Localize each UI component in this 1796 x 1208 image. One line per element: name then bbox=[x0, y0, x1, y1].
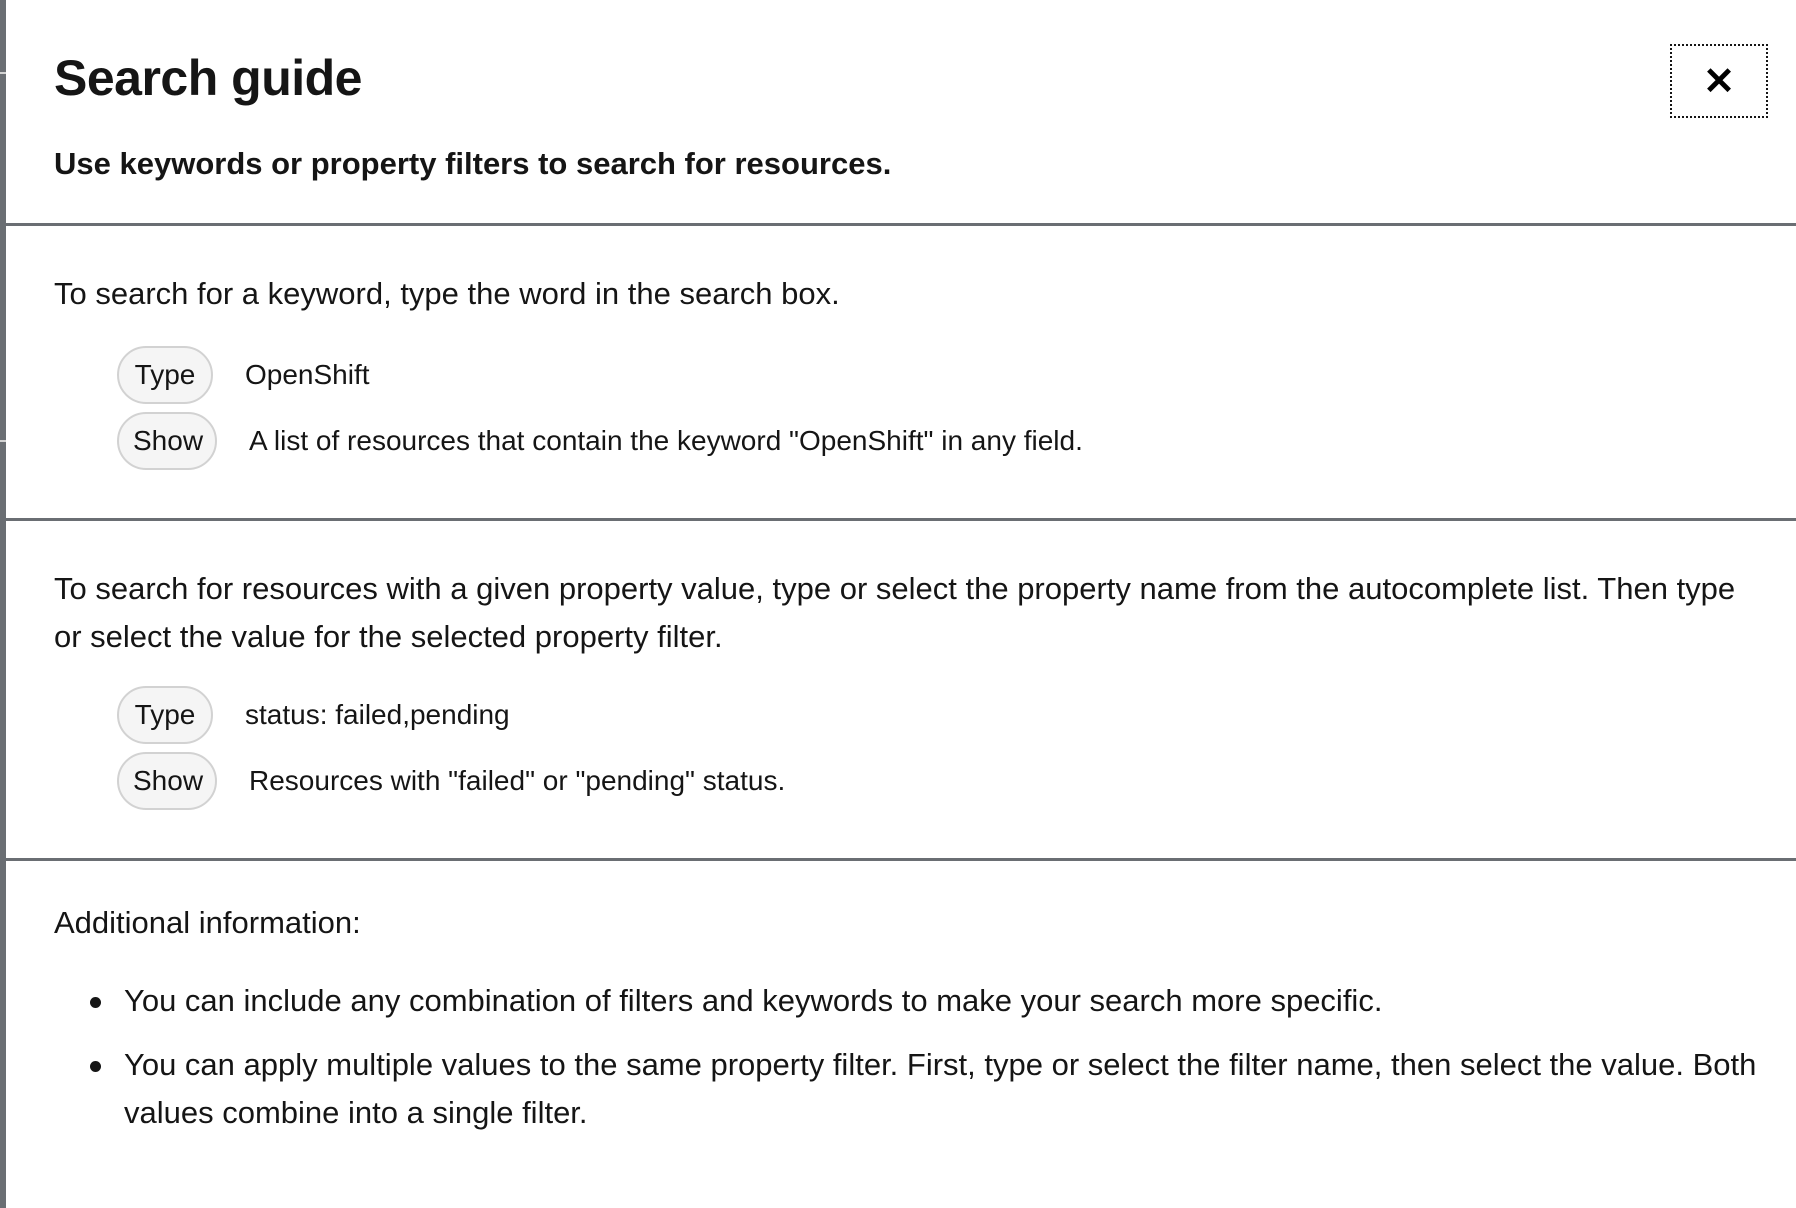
property-search-section bbox=[6, 521, 1796, 861]
show-chip: Show bbox=[117, 412, 217, 470]
example-row-show bbox=[117, 412, 1083, 470]
list-item-text: You can apply multiple values to the same property filter. First, type or select the filter name, then select the value. Both values combine into a single filter. bbox=[124, 1047, 1757, 1130]
info-list bbox=[54, 977, 1774, 1153]
example-row-type bbox=[117, 686, 510, 744]
close-icon: ✕ bbox=[1703, 60, 1735, 103]
example-query: status: failed,pending bbox=[245, 699, 510, 730]
panel-title: Search guide bbox=[54, 50, 362, 106]
section-description: To search for a keyword, type the word in the search box. bbox=[54, 276, 840, 311]
panel-subtitle: Use keywords or property filters to search for resources. bbox=[54, 146, 892, 181]
example-query: OpenShift bbox=[245, 359, 370, 390]
example-result: Resources with "failed" or "pending" status. bbox=[249, 765, 786, 796]
list-item bbox=[54, 1041, 1774, 1137]
type-chip: Type bbox=[117, 346, 213, 404]
section-description: To search for resources with a given property value, type or select the property name from the autocomplete list. Then type or select the value for the selected property filter. bbox=[54, 571, 1736, 654]
example-result: A list of resources that contain the keyword "OpenShift" in any field. bbox=[249, 425, 1083, 456]
bullet-icon bbox=[90, 997, 101, 1008]
keyword-search-section bbox=[6, 226, 1796, 521]
panel-header bbox=[6, 0, 1796, 226]
type-chip: Type bbox=[117, 686, 213, 744]
list-item bbox=[54, 977, 1774, 1025]
search-guide-panel bbox=[6, 0, 1796, 1208]
close-button[interactable] bbox=[1670, 44, 1768, 118]
additional-info-section bbox=[6, 861, 1796, 1208]
list-item-text: You can include any combination of filters and keywords to make your search more specific. bbox=[124, 983, 1383, 1018]
show-chip: Show bbox=[117, 752, 217, 810]
bullet-icon bbox=[90, 1061, 101, 1072]
example-row-type bbox=[117, 346, 370, 404]
section-heading: Additional information: bbox=[54, 905, 361, 940]
example-row-show bbox=[117, 752, 785, 810]
